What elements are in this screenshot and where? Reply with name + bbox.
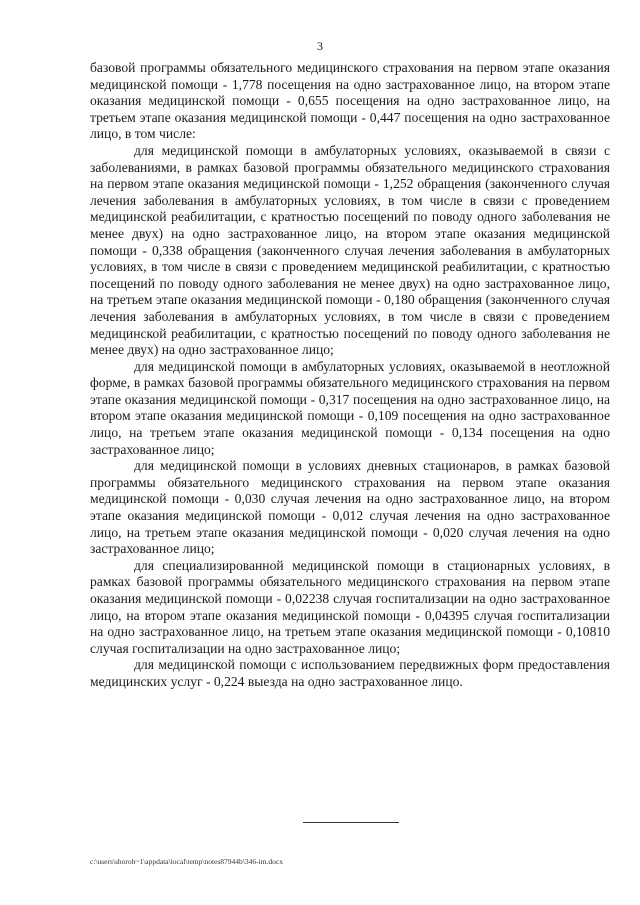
page-number: 3 [317, 39, 323, 53]
paragraph-2: для медицинской помощи в амбулаторных условиях, оказываемой в связи с заболеваниями, в рамках базовой программы обязательного медицинского страхования на первом этапе оказания медицинской помощи - 1,252 обращения (законченного случая лечения заболевания в амбулаторных условиях, в том числе в связи с проведением медицинской реабилитации, с кратностью посещений по поводу одного заболевания не менее двух) на одно застрахованное лицо, на втором этапе оказания медицинской помощи - 0,338 обращения (законченного случая лечения заболевания в амбулаторных условиях, в том числе в связи с проведением медицинской реабилитации, с кратностью посещений по поводу одного заболевания не менее двух) на одно застрахованное лицо, на третьем этапе оказания медицинской помощи - 0,180 обращения (законченного случая лечения заболевания в амбулаторных условиях, в том числе в связи с проведением медицинской реабилитации, с кратностью посещений по поводу одного заболевания не менее двух) на одно застрахованное лицо; [90, 142, 610, 358]
paragraph-3: для медицинской помощи в амбулаторных условиях, оказываемой в неотложной форме, в рамках базовой программы обязательного медицинского страхования на первом этапе оказания медицинской помощи - 0,317 посещения на одно застрахованное лицо, на втором этапе оказания медицинской помощи - 0,109 посещения на одно застрахованное лицо, на третьем этапе оказания медицинской помощи - 0,134 посещения на одно застрахованное лицо; [90, 358, 610, 457]
paragraph-4: для медицинской помощи в условиях дневных стационаров, в рамках базовой программы обязательного медицинского страхования на первом этапе оказания медицинской помощи - 0,030 случая лечения на одно застрахованное лицо, на втором этапе оказания медицинской помощи - 0,012 случая лечения на одно застрахованное лицо, на третьем этапе оказания медицинской помощи - 0,020 случая лечения на одно застрахованное лицо; [90, 458, 610, 557]
document-body [90, 60, 610, 691]
paragraph-1: базовой программы обязательного медицинского страхования на первом этапе оказания медицинской помощи - 1,778 посещения на одно застрахованное лицо, на втором этапе оказания медицинской помощи - 0,655 посещения на одно застрахованное лицо, на третьем этапе оказания медицинской помощи - 0,447 посещения на одно застрахованное лицо, в том числе: [90, 60, 610, 142]
paragraph-5: для специализированной медицинской помощи в стационарных условиях, в рамках базовой программы обязательного медицинского страхования на первом этапе оказания медицинской помощи - 0,02238 случая госпитализации на одно застрахованное лицо, на втором этапе оказания медицинской помощи - 0,04395 случая госпитализации на одно застрахованное лицо, на третьем этапе оказания медицинской помощи - 0,10810 случая госпитализации на одно застрахованное лицо; [90, 557, 610, 656]
end-separator-line [303, 822, 399, 823]
footer-file-path: c:\users\shoroh~1\appdata\local\temp\notes87944b\346-im.docx [90, 857, 283, 866]
paragraph-6: для медицинской помощи с использованием передвижных форм предоставления медицинских услуг - 0,224 выезда на одно застрахованное лицо. [90, 657, 610, 689]
